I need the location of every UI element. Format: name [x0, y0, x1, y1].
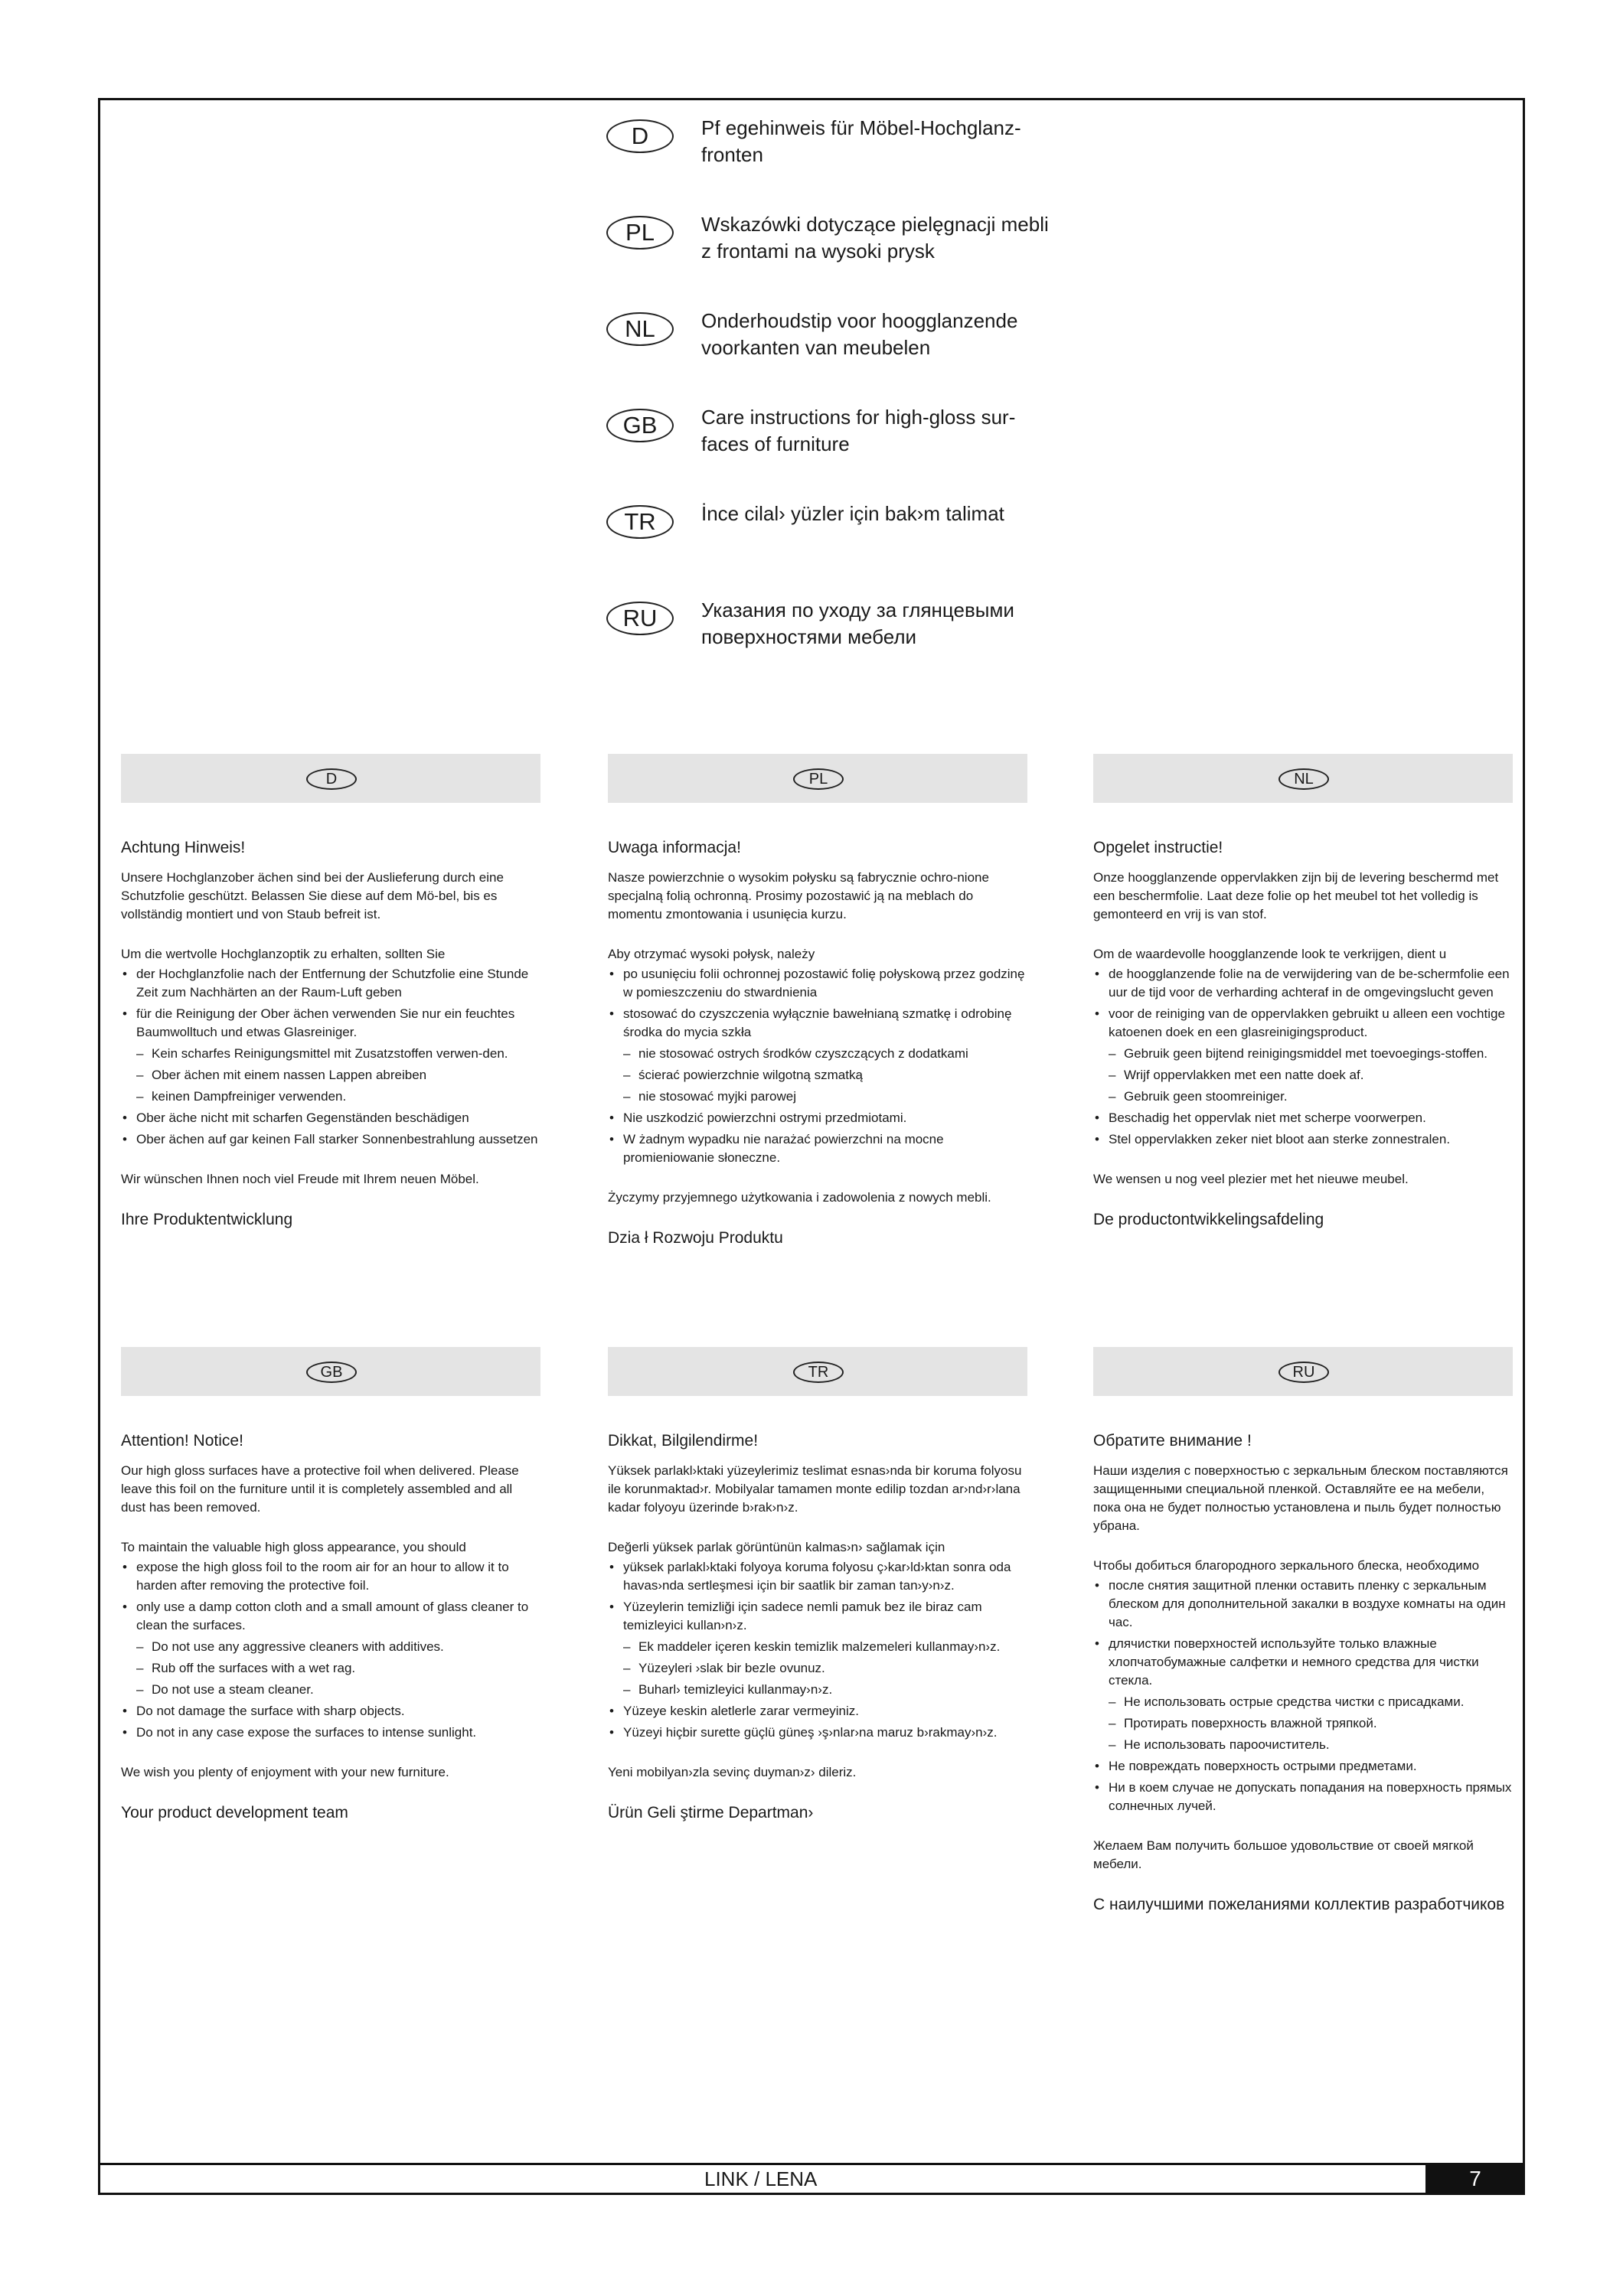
- list-item: • после снятия защитной пленки оставить пленку с зеркальным блеском для дополнительной закалки в воздухе комнаты на один час.: [1093, 1577, 1513, 1632]
- paragraph: Onze hoogglanzende oppervlakken zijn bij de levering beschermd met een beschermfolie. Laat deze folie op het meubel tot het volledig is gemonteerd en vrij is van stof.: [1093, 870, 1499, 921]
- list-item: – Buharl› temizleyici kullanmay›n›z.: [608, 1681, 1027, 1699]
- list-item: • W żadnym wypadku nie narażać powierzchni na mocne promieniowanie słoneczne.: [608, 1130, 1027, 1167]
- list-item: – Не использовать пароочиститель.: [1093, 1736, 1513, 1754]
- language-badge-tr: TR: [606, 505, 674, 539]
- list-item: • Nie uszkodzić powierzchni ostrymi przedmiotami.: [608, 1109, 1027, 1127]
- intro-text: Değerli yüksek parlak görüntünün kalmas›n› sağlamak için: [608, 1540, 945, 1554]
- paragraph: Unsere Hochglanzober ächen sind bei der Auslieferung durch eine Schutzfolie geschützt. Belassen Sie diese auf dem Mö-bel, bis es vollständig montiert und von Staub befreit ist.: [121, 870, 504, 921]
- list-item: • für die Reinigung der Ober ächen verwenden Sie nur ein feuchtes Baumwolltuch und etwas Glasreiniger.: [121, 1005, 540, 1042]
- list-item: • only use a damp cotton cloth and a small amount of glass cleaner to clean the surfaces.: [121, 1598, 540, 1635]
- instruction-list: [121, 1558, 540, 1742]
- intro-text: Om de waardevolle hoogglanzende look te verkrijgen, dient u: [1093, 947, 1447, 961]
- list-item: – nie stosować myjki parowej: [608, 1088, 1027, 1106]
- paragraph: Nasze powierzchnie o wysokim połysku są fabrycznie ochro-nione specjalną folią ochronną. Prosimy pozostawić ją na meblach do momentu zmontowania i usunięcia kurzu.: [608, 870, 989, 921]
- instruction-list: [1093, 965, 1513, 1149]
- list-item: – Не использовать острые средства чистки с присадками.: [1093, 1693, 1513, 1711]
- title-text-tr: İnce cilal› yüzler için bak›m talimat: [701, 502, 1004, 525]
- title-text-pl: Wskazówki dotyczące pielęgnacji mebli z frontami na wysoki prysk: [701, 213, 1049, 263]
- list-item: • de hoogglanzende folie na de verwijdering van de be-schermfolie een uur de tijd voor de verharding achteraf in de omgevingslucht geven: [1093, 965, 1513, 1002]
- language-badge-d: D: [606, 119, 674, 153]
- paragraph: Наши изделия с поверхностью с зеркальным блеском поставляются защищенными специальной пленкой. Оставляйте ее на мебели, пока она не будет полностью установлена и пыль будет полностью убрана.: [1093, 1463, 1508, 1533]
- section-header-band: [1093, 1347, 1513, 1396]
- list-item: – Do not use any aggressive cleaners with additives.: [121, 1638, 540, 1656]
- list-item: • voor de reiniging van de oppervlakken gebruikt u alleen een vochtige katoenen doek en een glasreinigingsproduct.: [1093, 1005, 1513, 1042]
- list-item: • Stel oppervlakken zeker niet bloot aan sterke zonnestralen.: [1093, 1130, 1513, 1149]
- closing-text: We wish you plenty of enjoyment with your new furniture.: [121, 1765, 449, 1779]
- language-badge: NL: [1278, 768, 1329, 790]
- list-item: – Kein scharfes Reinigungsmittel mit Zusatzstoffen verwen-den.: [121, 1045, 540, 1063]
- title-row-ru: [605, 597, 1141, 658]
- list-item: – keinen Dampfreiniger verwenden.: [121, 1088, 540, 1106]
- list-item: • Не повреждать поверхность острыми предметами.: [1093, 1757, 1513, 1776]
- instruction-list: [1093, 1577, 1513, 1815]
- title-row-gb: [605, 404, 1141, 465]
- language-badge-nl: NL: [606, 312, 674, 346]
- signature: Dzia ł Rozwoju Produktu: [608, 1229, 783, 1247]
- list-item: • po usunięciu folii ochronnej pozostawić folię połyskową przez godzinę w pomieszczeniu do stwardnienia: [608, 965, 1027, 1002]
- section-title: Opgelet instructie!: [1093, 839, 1223, 856]
- language-badge: D: [306, 768, 357, 790]
- list-item: • Ober äche nicht mit scharfen Gegenständen beschädigen: [121, 1109, 540, 1127]
- signature: De productontwikkelingsafdeling: [1093, 1211, 1324, 1228]
- list-item: • Yüzeylerin temizliği için sadece nemli pamuk bez ile biraz cam temizleyici kullan›n›z.: [608, 1598, 1027, 1635]
- paragraph: Our high gloss surfaces have a protective foil when delivered. Please leave this foil on the furniture until it is completely assembled and all dust has been removed.: [121, 1463, 519, 1515]
- instruction-list: [121, 965, 540, 1149]
- language-badge: GB: [306, 1362, 357, 1383]
- closing-text: We wensen u nog veel plezier met het nieuwe meubel.: [1093, 1172, 1409, 1186]
- closing-text: Yeni mobilyan›zla sevinç duyman›z› dileriz.: [608, 1765, 857, 1779]
- list-item: • Yüzeyi hiçbir surette güçlü güneş ›ş›nlar›na maruz b›rakmay›n›z.: [608, 1724, 1027, 1742]
- list-item: • Ни в коем случае не допускать попадания на поверхность прямых солнечных лучей.: [1093, 1779, 1513, 1815]
- list-item: • Beschadig het oppervlak niet met scherpe voorwerpen.: [1093, 1109, 1513, 1127]
- section-header-band: [608, 1347, 1027, 1396]
- list-item: – Gebruik geen bijtend reinigingsmiddel met toevoegings-stoffen.: [1093, 1045, 1513, 1063]
- language-badge: RU: [1278, 1362, 1329, 1383]
- section-header-band: [1093, 754, 1513, 803]
- title-row-d: [605, 115, 1141, 176]
- footer-product-title: LINK / LENA: [704, 2167, 818, 2190]
- list-item: • Yüzeye keskin aletlerle zarar vermeyiniz.: [608, 1702, 1027, 1720]
- list-item: – Yüzeyleri ›slak bir bezle ovunuz.: [608, 1659, 1027, 1678]
- intro-text: Um die wertvolle Hochglanzoptik zu erhalten, sollten Sie: [121, 947, 446, 961]
- list-item: • yüksek parlakl›ktaki folyoya koruma folyosu ç›kar›ld›ktan sonra oda havas›nda sertleşmesi için bir saatlik bir zaman tan›y›n›z.: [608, 1558, 1027, 1595]
- list-item: • der Hochglanzfolie nach der Entfernung der Schutzfolie eine Stunde Zeit zum Nachhärten an der Raum-Luft geben: [121, 965, 540, 1002]
- list-item: • Do not damage the surface with sharp objects.: [121, 1702, 540, 1720]
- list-item: – Do not use a steam cleaner.: [121, 1681, 540, 1699]
- signature: Your product development team: [121, 1804, 348, 1821]
- language-badge-ru: RU: [606, 602, 674, 635]
- language-badge: PL: [793, 768, 844, 790]
- intro-text: Aby otrzymać wysoki połysk, należy: [608, 947, 815, 961]
- intro-text: Чтобы добиться благородного зеркального блеска, необходимо: [1093, 1558, 1480, 1573]
- closing-text: Желаем Вам получить большое удовольствие от своей мягкой мебели.: [1093, 1838, 1474, 1871]
- title-row-nl: [605, 308, 1141, 369]
- language-badge-gb: GB: [606, 409, 674, 442]
- section-header-band: [121, 1347, 540, 1396]
- list-item: • Do not in any case expose the surfaces to intense sunlight.: [121, 1724, 540, 1742]
- section-title: Обратите внимание !: [1093, 1432, 1252, 1450]
- signature: Ihre Produktentwicklung: [121, 1211, 293, 1228]
- signature: С наилучшими пожеланиями коллектив разработчиков: [1093, 1896, 1505, 1913]
- instruction-list: [608, 1558, 1027, 1742]
- list-item: • длячистки поверхностей используйте только влажные хлопчатобумажные салфетки и немного средства для чистки стекла.: [1093, 1635, 1513, 1690]
- list-item: – nie stosować ostrych środków czyszczących z dodatkami: [608, 1045, 1027, 1063]
- title-text-ru: Указания по уходу за глянцевыми поверхностями мебели: [701, 598, 1014, 648]
- signature: Ürün Geli ştirme Departman›: [608, 1804, 814, 1821]
- title-row-tr: [605, 501, 1141, 562]
- language-badge: TR: [793, 1362, 844, 1383]
- list-item: • Ober ächen auf gar keinen Fall starker Sonnenbestrahlung aussetzen: [121, 1130, 540, 1149]
- section-title: Achtung Hinweis!: [121, 839, 246, 856]
- section-title: Dikkat, Bilgilendirme!: [608, 1432, 759, 1450]
- list-item: – ścierać powierzchnie wilgotną szmatką: [608, 1066, 1027, 1084]
- list-item: – Протирать поверхность влажной тряпкой.: [1093, 1714, 1513, 1733]
- section-title: Attention! Notice!: [121, 1432, 243, 1450]
- list-item: – Gebruik geen stoomreiniger.: [1093, 1088, 1513, 1106]
- closing-text: Życzymy przyjemnego użytkowania i zadowolenia z nowych mebli.: [608, 1190, 991, 1205]
- list-item: – Rub off the surfaces with a wet rag.: [121, 1659, 540, 1678]
- section-title: Uwaga informacja!: [608, 839, 741, 856]
- title-text-d: Pf egehinweis für Möbel-Hochglanz- fronten: [701, 116, 1021, 166]
- list-item: – Ek maddeler içeren keskin temizlik malzemeleri kullanmay›n›z.: [608, 1638, 1027, 1656]
- section-header-band: [608, 754, 1027, 803]
- page-number: 7: [1425, 2163, 1525, 2195]
- title-row-pl: [605, 211, 1141, 272]
- list-item: • stosować do czyszczenia wyłącznie bawełnianą szmatkę i odrobinę środka do mycia szkła: [608, 1005, 1027, 1042]
- instruction-list: [608, 965, 1027, 1167]
- language-badge-pl: PL: [606, 216, 674, 249]
- paragraph: Yüksek parlakl›ktaki yüzeylerimiz teslimat esnas›nda bir koruma folyosu ile korunmaktad›r. Mobilyalar tamamen monte edilip tozdan ar›nd›r›lana kadar folyoyu üzerinde b›rak›n›z.: [608, 1463, 1022, 1515]
- closing-text: Wir wünschen Ihnen noch viel Freude mit Ihrem neuen Möbel.: [121, 1172, 479, 1186]
- list-item: – Ober ächen mit einem nassen Lappen abreiben: [121, 1066, 540, 1084]
- title-text-gb: Care instructions for high-gloss sur- faces of furniture: [701, 406, 1016, 455]
- list-item: – Wrijf oppervlakken met een natte doek af.: [1093, 1066, 1513, 1084]
- list-item: • expose the high gloss foil to the room air for an hour to allow it to harden after removing the protective foil.: [121, 1558, 540, 1595]
- section-header-band: [121, 754, 540, 803]
- title-text-nl: Onderhoudstip voor hoogglanzende voorkanten van meubelen: [701, 309, 1018, 359]
- intro-text: To maintain the valuable high gloss appearance, you should: [121, 1540, 466, 1554]
